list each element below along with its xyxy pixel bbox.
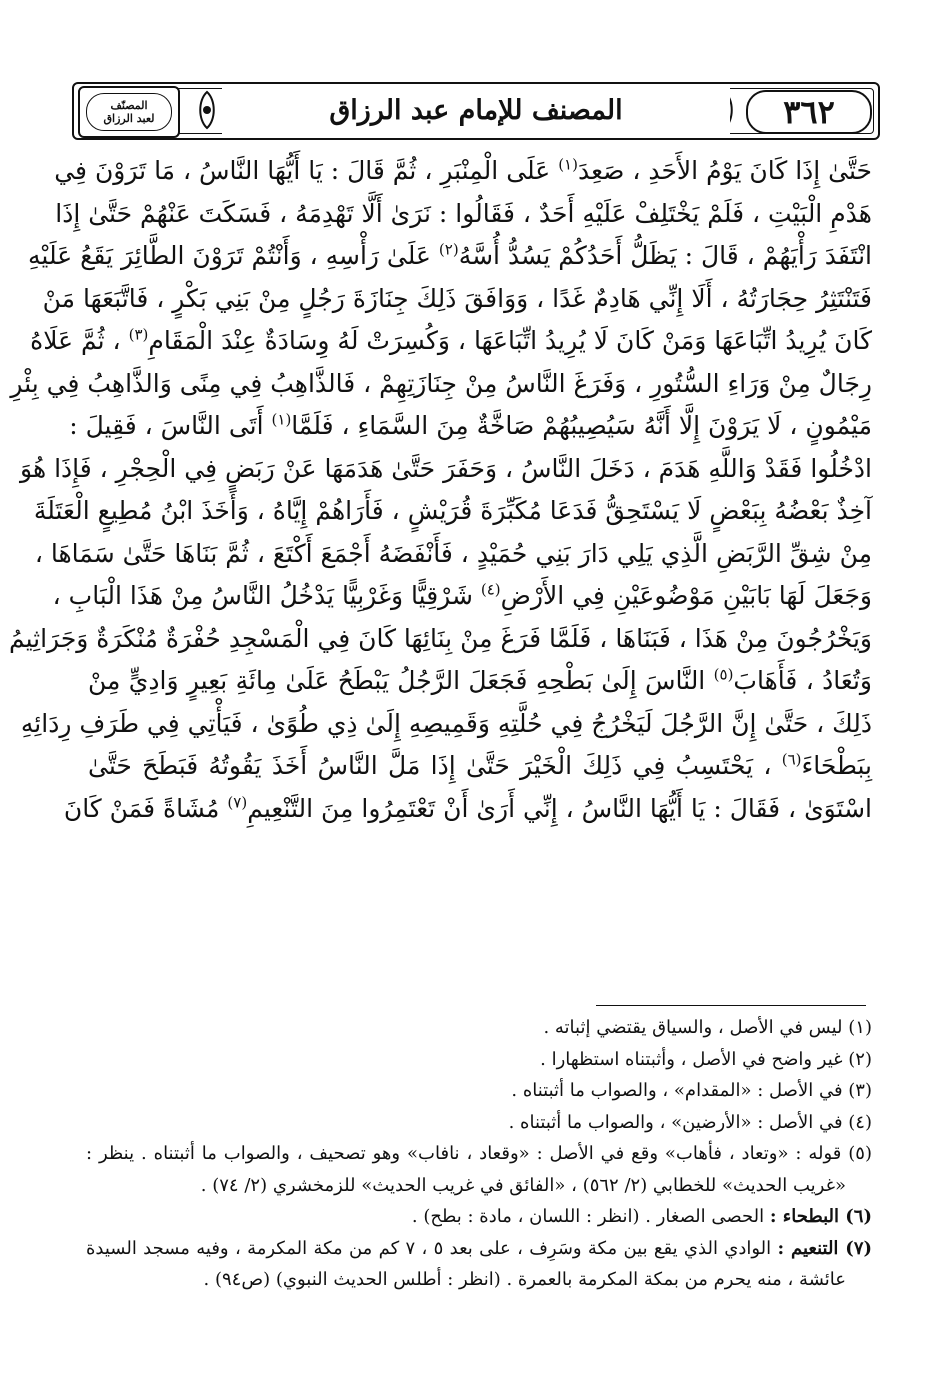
text-line: وَجَعَلَ لَهَا بَابَيْنِ مَوْضُوعَيْنِ فِي الأَرْضِ$^{(٤)}$ شَرْقِيًّا وَغَرْبِيًّا يَدْخُلُ النَّاسُ مِنْ هَذَا الْبَابِ ، xyxy=(52,580,872,610)
text-line: فَتَنْتَثِرُ حِجَارَتُهُ ، أَلَا إِنِّي هَادِمٌ غَدًا ، وَوَافَقَ ذَلِكَ جِنَازَةَ رَجُلٍ مِنْ بَنِي بَكْرٍ ، فَاتَّبَعَهَا مَنْ xyxy=(42,283,872,313)
footnote-ref[interactable]: (٣) xyxy=(128,325,149,344)
text-line: وَتُعَادُ ، فَأَهَابَ$^{(٥)}$ النَّاسَ إِلَىٰ بَطْحِهِ فَجَعَلَ الرَّجُلُ يَبْطَحُ عَلَىٰ مِائَةِ بَعِيرٍ وَادِيٍّ مِنْ xyxy=(88,665,872,695)
footnote-2: (٢) غير واضح في الأصل ، وأثبتناه استظهارا . xyxy=(540,1048,872,1070)
footnote-5: (٥) قوله : «وتعاد ، فأهاب» وقع في الأصل : «وقعاد ، نافاب» وهو تصحيف ، والصواب ما أثبتناه . ينظر : xyxy=(86,1143,872,1164)
text-line: اسْتَوَىٰ ، فَقَالَ : يَا أَيُّهَا النَّاسُ ، إِنِّي أَرَىٰ أَنْ تَعْتَمِرُوا مِنَ التَّنْعِيمِ$^{(٧)}$ مُشَاةً فَمَنْ كَانَ xyxy=(63,793,872,823)
footnote-6 xyxy=(86,1201,872,1233)
text-line: ذَلِكَ ، حَتَّىٰ إِنَّ الرَّجُلَ لَيَخْرُجُ فِي حُلَّتِهِ وَقَمِيصِهِ إِلَىٰ ذِي طُوًىٰ ، فَيَأْتِي فِي طَرَفِ رِدَائِهِ xyxy=(20,708,872,738)
text-line: كَانَ يُرِيدُ اتِّبَاعَهَا وَمَنْ كَانَ لَا يُرِيدُ اتِّبَاعَهَا ، وَكُسِرَتْ لَهُ وِسَادَةٌ عِنْدَ الْمَقَامِ$^{(٣)}$ ، ثُمَّ عَلَاهُ xyxy=(30,325,872,355)
header-ornament-icon xyxy=(192,88,222,132)
text-line: هَدْمِ الْبَيْتِ ، فَلَمْ يَخْتَلِفْ عَلَيْهِ أَحَدٌ ، فَقَالُوا : نَرَىٰ أَلَّا تَهْدِمَهُ ، فَسَكَتَ عَنْهُمْ حَتَّىٰ إِذَا xyxy=(55,198,872,228)
footnote-5-continued: «غريب الحديث» للخطابي (٢/ ٥٦٢) ، «الفائق في غريب الحديث» للزمخشري (٢/ ٧٤) . xyxy=(200,1174,846,1196)
running-title: المصنف للإمام عبد الرزاق xyxy=(222,86,730,134)
footnote-7 xyxy=(86,1233,872,1265)
footnote-ref[interactable]: (١) xyxy=(558,155,578,174)
footnote-6-term: (٦) البطحاء : xyxy=(769,1206,872,1227)
main-text xyxy=(8,150,873,830)
footnote-ref[interactable]: (٥) xyxy=(713,665,734,684)
footnote-ref[interactable]: (٤) xyxy=(480,580,501,599)
text-line: انْتَفَدَ رَأْيَهُمْ ، قَالَ : يَظَلُّ أَحَدُكُمْ يَسُدُّ أُسَّهُ$^{(٢)}$ عَلَىٰ رَأْسِهِ ، وَأَنْتُمْ تَرَوْنَ الطَّائِرَ يَقَعُ عَلَيْهِ xyxy=(28,240,872,270)
seal-line-2: لعبد الرزاق xyxy=(103,112,155,125)
footnote-ref[interactable]: (١) xyxy=(271,410,292,429)
footnote-ref[interactable]: (٢) xyxy=(438,240,459,259)
page-number: ٣٦٢ xyxy=(746,90,872,134)
footnote-ref[interactable]: (٦) xyxy=(781,750,802,769)
footnote-7-term: (٧) التنعيم : xyxy=(777,1237,873,1259)
text-line: مِنْ شِقِّ الرَّبَضِ الَّذِي يَلِي دَارَ بَنِي حُمَيْدٍ ، فَأَنْفَضَهُ أَجْمَعَ أَكْتَعَ ، ثُمَّ بَنَاهَا حَتَّىٰ سَمَاهَا ، xyxy=(34,538,872,568)
text-line: آخِذٌ بَعْضُهُ بِبَعْضٍ لَا يَسْتَحِقُّ فَدَعَا مُكَبِّرَةَ قُرَيْشٍ ، فَأَرَاهُمْ إِيَّاهُ ، وَأَخَذَ ابْنُ مُطِيعٍ الْعَتَلَةَ xyxy=(33,496,872,525)
book-seal-logo xyxy=(78,86,180,138)
page-header xyxy=(72,82,880,140)
text-line: ادْخُلُوا فَقَدْ وَاللَّهِ هَدَمَ ، دَخَلَ النَّاسُ ، وَحَفَرَ حَتَّىٰ هَدَمَهَا عَنْ رَبَضٍ فِي الْحِجْرِ ، فَإِذَا هُوَ xyxy=(20,453,872,483)
footnotes xyxy=(86,1012,872,1296)
footnote-7-continued: عائشة ، منه يحرم من بمكة المكرمة بالعمرة . (انظر : أطلس الحديث النبوي) (ص٩٤) . xyxy=(203,1269,846,1290)
footnote-3: (٣) في الأصل : «المقدام» ، والصواب ما أثبتناه . xyxy=(511,1080,872,1101)
footnote-4: (٤) في الأصل : «الأرضين» ، والصواب ما أثبتناه . xyxy=(508,1111,872,1133)
footnote-1: (١) ليس في الأصل ، والسياق يقتضي إثباته . xyxy=(543,1017,872,1038)
text-line: رِجَالٌ مِنْ وَرَاءِ السُّتُورِ ، وَفَرَغَ النَّاسُ مِنْ جِنَازَتِهِمْ ، فَالذَّاهِبُ فِي مِنًى وَالذَّاهِبُ فِي بِئْرِ xyxy=(10,368,872,398)
footnote-ref[interactable]: (٧) xyxy=(227,793,248,812)
text-line: مَيْمُونٍ ، لَا يَرَوْنَ إِلَّا أَنَّهُ سَيُصِيبُهُمْ صَاخَّةٌ مِنَ السَّمَاءِ ، فَلَمَّا$^{(١)}$ أَتَى النَّاسَ ، فَقِيلَ : xyxy=(69,410,872,440)
footnote-7-text: الوادي الذي يقع بين مكة وسَرِف ، على بعد ٥ ، ٧ كم من مكة المكرمة ، وفيه مسجد السيدة xyxy=(86,1237,772,1259)
text-line: وَيَخْرُجُونَ مِنْ هَذَا ، فَبَنَاهَا ، فَلَمَّا فَرَغَ مِنْ بِنَائِهَا كَانَ فِي الْمَسْجِدِ حُفْرَةٌ مُنْكَرَةٌ وَجَرَاثِيمُ xyxy=(8,623,872,653)
seal-line-1: المصنّف xyxy=(110,99,148,112)
footnote-6-text: الحصى الصغار . (انظر : اللسان ، مادة : بطح) . xyxy=(411,1206,765,1227)
text-line: حَتَّىٰ إِذَا كَانَ يَوْمُ الأَحَدِ ، صَعِدَ$^{(١)}$ عَلَى الْمِنْبَرِ ، ثُمَّ قَالَ : يَا أَيُّهَا النَّاسُ ، مَا تَرَوْنَ فِي xyxy=(54,155,872,185)
footnote-separator xyxy=(596,1005,866,1006)
text-line: بِبَطْحَاءَ$^{(٦)}$ ، يَحْتَسِبُ فِي ذَلِكَ الْخَيْرَ حَتَّىٰ إِذَا مَلَّ النَّاسُ أَخَذَ يَقُوتُهُ فَبَطَحَ حَتَّىٰ xyxy=(88,750,873,780)
